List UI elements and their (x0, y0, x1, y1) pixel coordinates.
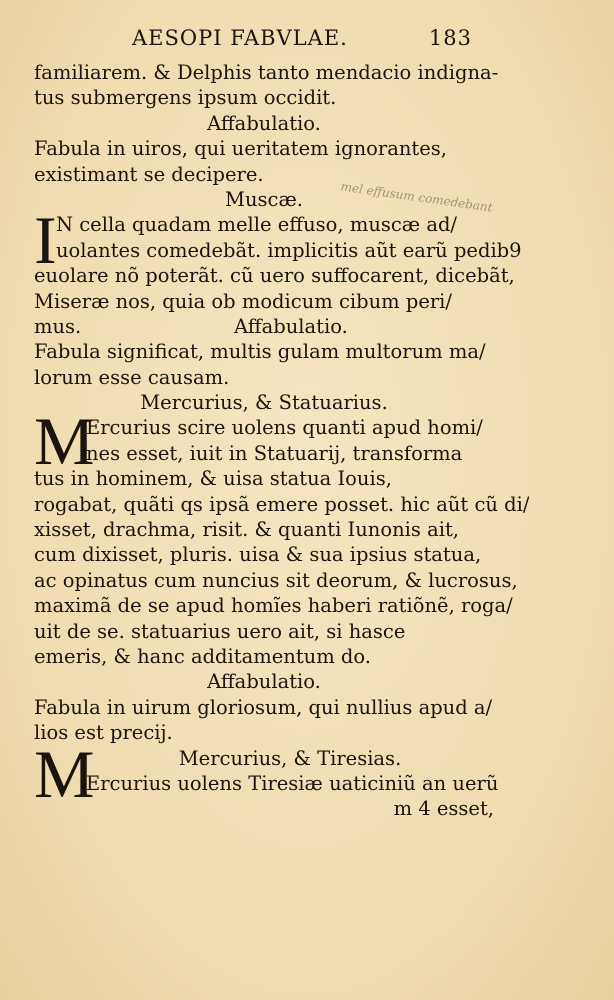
text-line: rogabat, quãti qs ipsã emere posset. hic aũt cũ di/ (34, 492, 530, 516)
text-line: Fabula in uirum gloriosum, qui nullius apud a/ (34, 695, 493, 719)
text-block (34, 60, 530, 822)
text-line: lios est precij. (34, 721, 173, 745)
section-heading: Affabulatio. (207, 670, 321, 694)
text-line: Ercurius uolens Tiresiæ uaticiniũ an uerũ (86, 771, 499, 795)
drop-cap: I (34, 202, 57, 279)
text-line: uolantes comedebãt. implicitis aũt earũ pedib9 (56, 238, 522, 262)
text-line: cum dixisset, pluris. uisa & sua ipsius statua, (34, 543, 482, 567)
marginal-annotation: mel effusum comedebant (339, 179, 494, 215)
text-line (34, 314, 494, 339)
drop-cap: M (34, 735, 95, 812)
text-line: xisset, drachma, risit. & quanti Iunonis ait, (34, 518, 459, 542)
text-line: tus submergens ipsum occidit. (34, 86, 337, 110)
text-line: nes esset, iuit in Statuarij, transforma (86, 441, 463, 465)
catchword-line: m 4 esset, (393, 797, 494, 821)
drop-cap: M (34, 403, 95, 480)
text-line: Fabula in uiros, qui ueritatem ignorantes, (34, 137, 447, 161)
section-heading: Affabulatio. (234, 314, 348, 338)
text-line: euolare nõ poterãt. cũ uero suffocarent, dicebãt, (34, 264, 515, 288)
page-number: 183 (428, 26, 472, 50)
text-line: N cella quadam melle effuso, muscæ ad/ (56, 213, 458, 237)
text-line: tus in hominem, & uisa statua Iouis, (34, 467, 392, 491)
text-fragment: mus. (34, 314, 82, 338)
section-heading: Affabulatio. (207, 111, 321, 135)
text-line: Ercurius scire uolens quanti apud homi/ (86, 416, 483, 440)
fable-title: Mercurius, & Statuarius. (140, 391, 388, 415)
text-line: existimant se decipere. (34, 162, 264, 186)
fable-title: Muscæ. (225, 187, 303, 211)
text-line: maximã de se apud homĩes haberi ratiõnẽ, roga/ (34, 594, 513, 618)
text-line: Fabula significat, multis gulam multorum ma/ (34, 340, 486, 364)
text-line: emeris, & hanc additamentum do. (34, 644, 371, 668)
text-line: Miseræ nos, quia ob modicum cibum peri/ (34, 289, 452, 313)
text-line: familiarem. & Delphis tanto mendacio indigna- (34, 61, 499, 84)
text-line: lorum esse causam. (34, 365, 230, 389)
text-line: ac opinatus cum nuncius sit deorum, & lucrosus, (34, 568, 518, 592)
fable-title: Mercurius, & Tiresias. (178, 746, 402, 770)
text-line: uit de se. statuarius uero ait, si hasce (34, 619, 406, 643)
running-header (132, 26, 472, 50)
running-title: AESOPI FABVLAE. (132, 26, 348, 50)
